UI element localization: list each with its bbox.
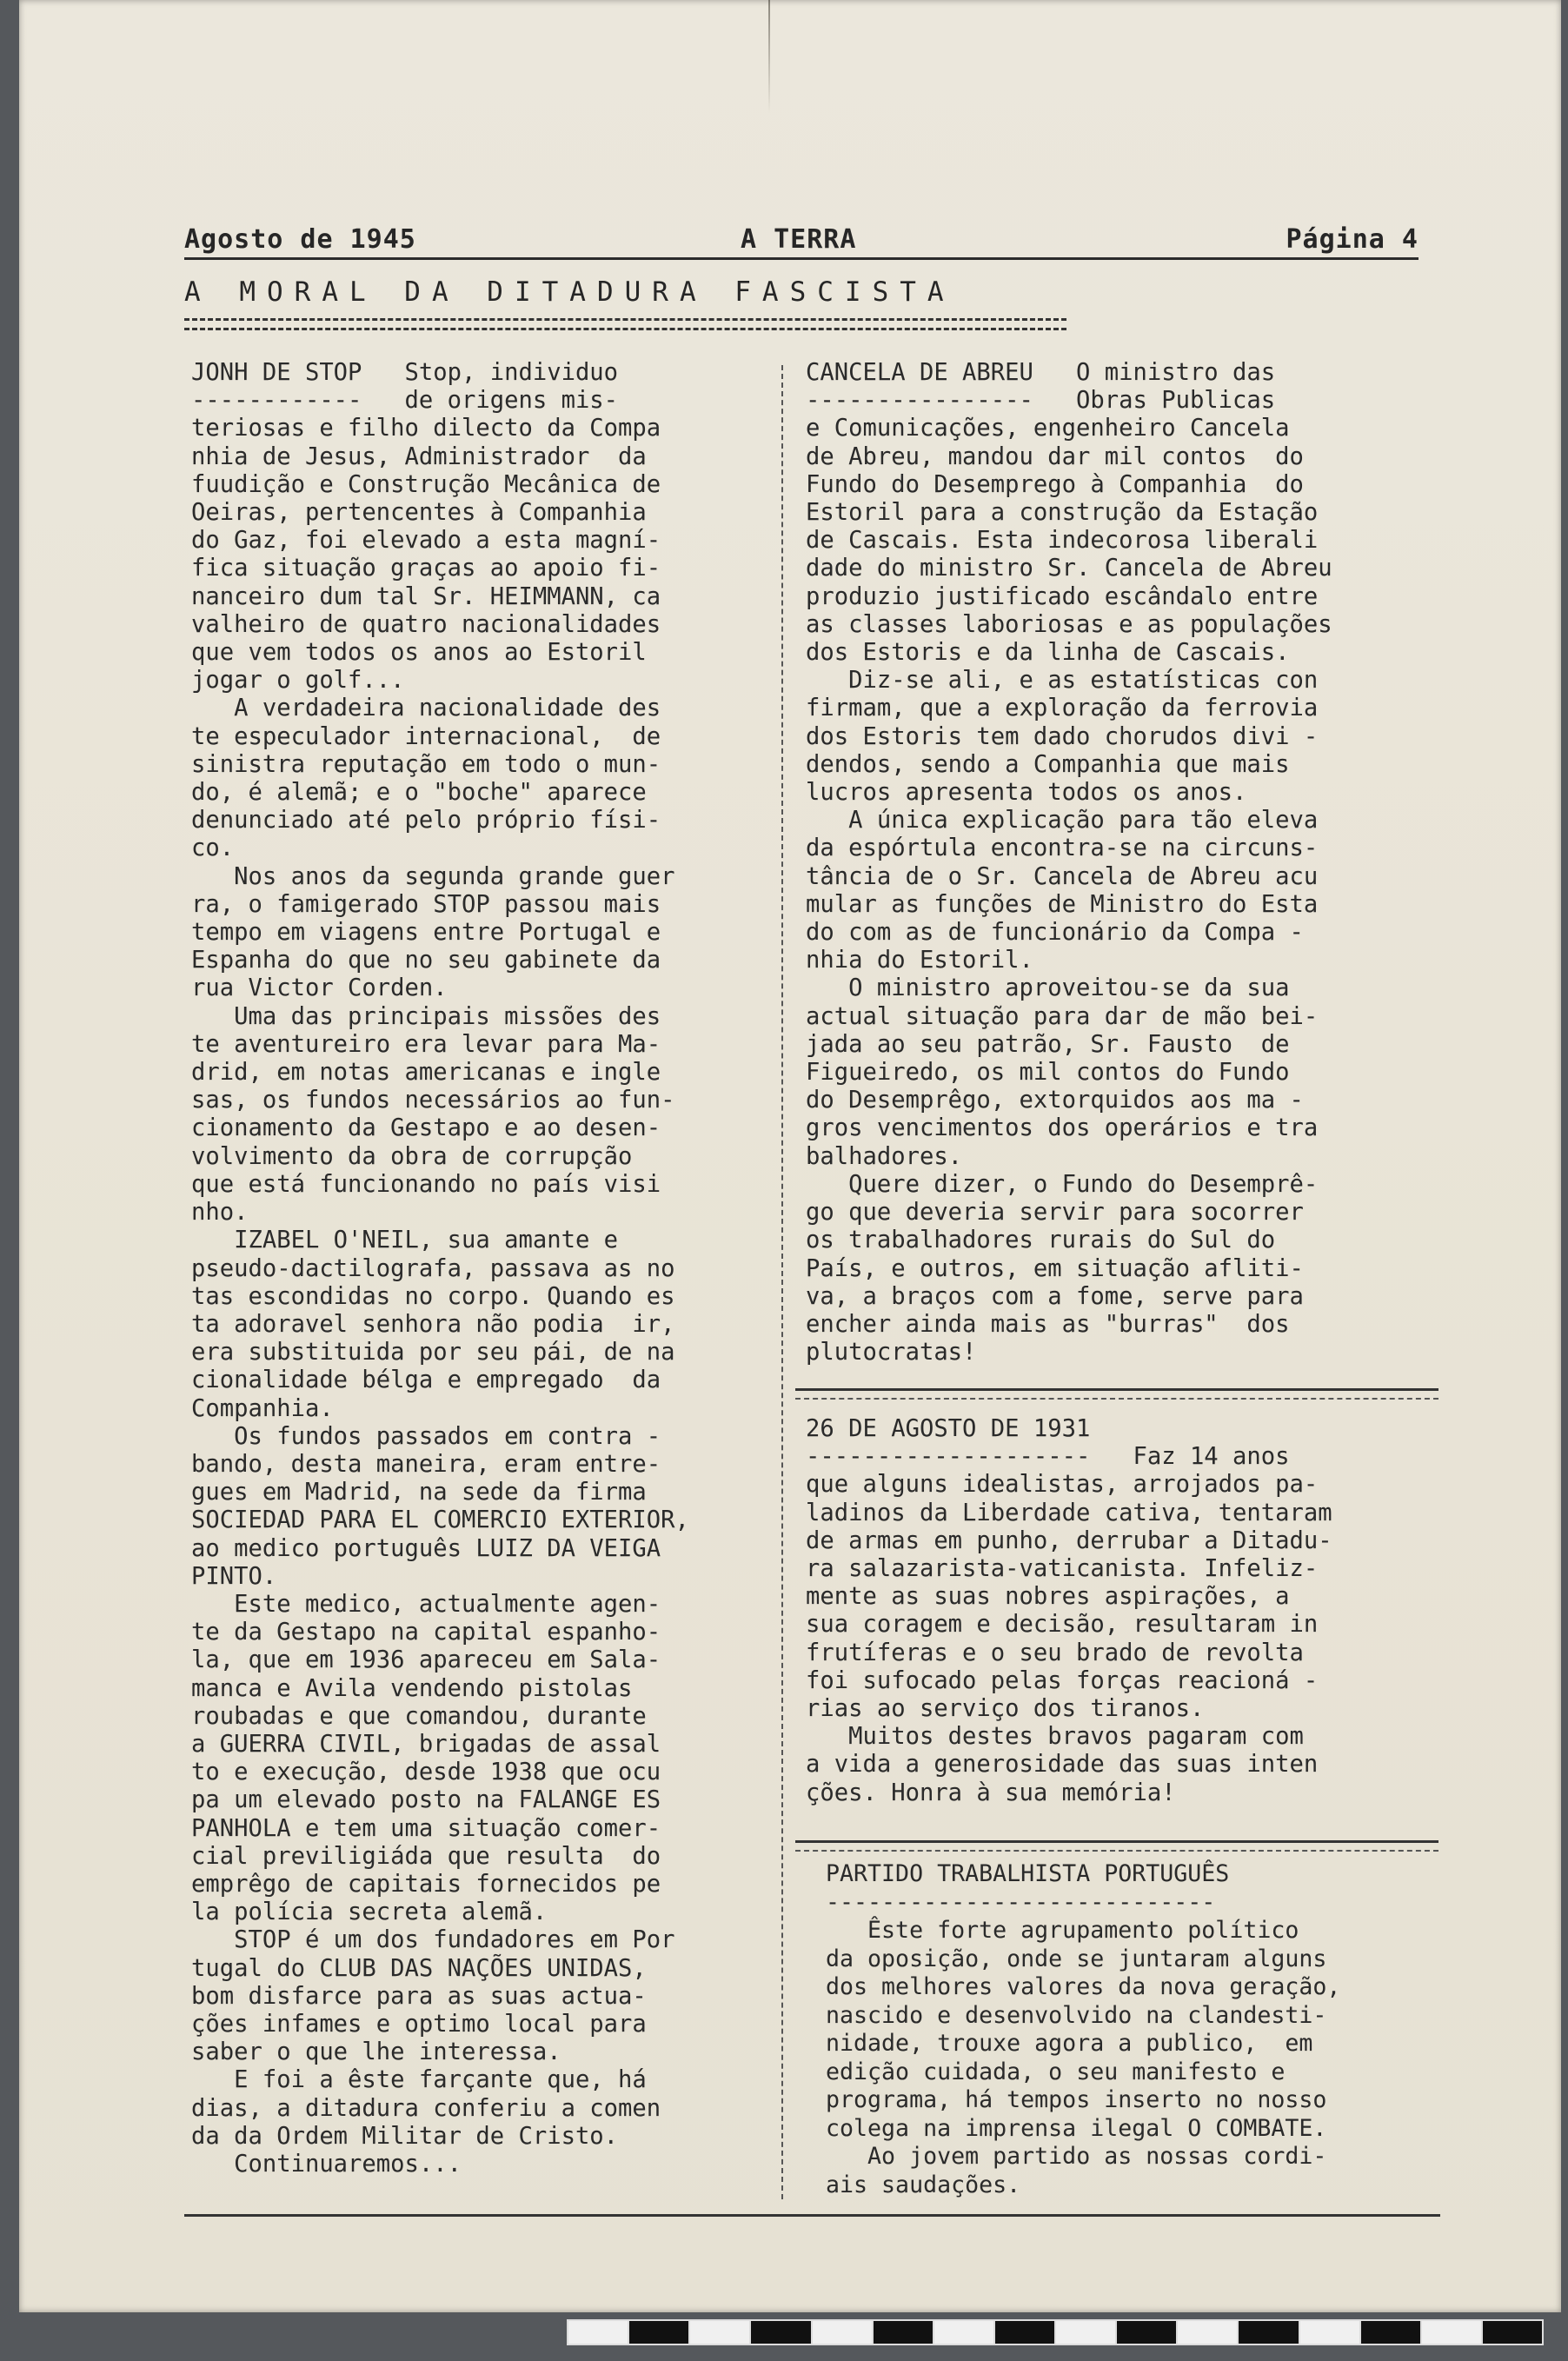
newspaper-name: A TERRA [741, 224, 857, 255]
article-jonh-de-stop: JONH DE STOP Stop, individuo ------------ de origens mis- teriosas e filho dilecto da Compa nhia de Jesus, Administrador da fuudição e Construção Mecânica de Oeiras, pertencentes à Companhia do Gaz, foi elevado a esta magní- fica situação graças ao apoio fi- nanceiro dum tal Sr. HEIMMANN, ca valheiro de quatro nacionalidades que vem todos os anos ao Estoril jogar o golf... A verdadeira nacionalidade des te especulador internacional, de sinistra reputação em todo o mun- do, é alemã; e o "boche" aparece denunciado até pelo próprio físi- co. Nos anos da segunda grande guer ra, o famigerado STOP passou mais tempo em viagens entre Portugal e Espanha do que no seu gabinete da rua Victor Corden. Uma das principais missões des te aventureiro era levar para Ma- drid, em notas americanas e ingle sas, os fundos necessários ao fun- cionamento da Gestapo e ao desen- volvimento da obra de corrupção que está funcionando no país visi nho. IZABEL O'NEIL, sua amante e pseudo-dactilografa, passava as no tas escondidas no corpo. Quando es ta adoravel senhora não podia ir, era substituida por seu pái, de na cionalidade bélga e empregado da Companhia. Os fundos passados em contra - bando, desta maneira, eram entre- gues em Madrid, na sede da firma SOCIEDAD PARA EL COMERCIO EXTERIOR, ao medico português LUIZ DA VEIGA PINTO. Este medico, actualmente agen- te da Gestapo na capital espanho- la, que em 1936 apareceu em Sala- manca e Avila vendendo pistolas roubadas e que comandou, durante a GUERRA CIVIL, brigadas de assal to e execução, desde 1938 que ocu pa um elevado posto na FALANGE ES PANHOLA e tem uma situação comer- cial previligiáda que resulta do emprêgo de capitais fornecidos pe la polícia secreta alemã. STOP é um dos fundadores em Por tugal do CLUB DAS NAÇÕES UNIDAS, bom disfarce para as suas actua- ções infames e optimo local para saber o que lhe interessa. E foi a êste farçante que, há dias, a ditadura conferiu a comen da da Ordem Militar de Cristo. Continuaremos... [191, 359, 689, 2178]
paper-fold [768, 0, 770, 113]
title-underline [184, 318, 1066, 330]
page-number: Página 4 [1286, 224, 1419, 255]
page-header [184, 224, 1419, 263]
header-rule [184, 257, 1419, 260]
bottom-rule [184, 2214, 1440, 2217]
article-26-de-agosto: 26 DE AGOSTO DE 1931 -------------------- Faz 14 anos que alguns idealistas, arrojados pa- ladinos da Liberdade cativa, tentaram de armas em punho, derrubar a Ditadu- ra salazarista-vaticanista. Infeliz- mente as suas nobres aspirações, a sua coragem e decisão, resultaram in frutíferas e o seu brado de revolta foi sufocado pelas forças reacioná - rias ao serviço dos tiranos. Muitos destes bravos pagaram com a vida a generosidade das suas inten ções. Honra à sua memória! [806, 1415, 1332, 1806]
newspaper-page [19, 0, 1561, 2312]
section-divider [795, 1840, 1438, 1852]
article-partido-trabalhista: PARTIDO TRABALHISTA PORTUGUÊS ---------------------------- Êste forte agrupamento político da oposição, onde se juntaram alguns dos melhores valores da nova geração, nascido e desenvolvido na clandesti- nidade, trouxe agora a publico, em edição cuidada, o seu manifesto e programa, há tempos inserto no nosso colega na imprensa ilegal O COMBATE. Ao jovem partido as nossas cordi- ais saudações. [826, 1860, 1341, 2198]
column-divider [781, 365, 783, 2199]
section-divider [795, 1388, 1438, 1400]
page-title: A MORAL DA DITADURA FASCISTA [184, 276, 955, 308]
article-cancela-de-abreu: CANCELA DE ABREU O ministro das ---------------- Obras Publicas e Comunicações, engenheiro Cancela de Abreu, mandou dar mil contos do Fundo do Desemprego à Companhia do Estoril para a construção da Estação de Cascais. Esta indecorosa liberali dade do ministro Sr. Cancela de Abreu produzio justificado escândalo entre as classes laboriosas e as populações dos Estoris e da linha de Cascais. Diz-se ali, e as estatísticas con firmam, que a exploração da ferrovia dos Estoris tem dado chorudos divi - dendos, sendo a Companhia que mais lucros apresenta todos os anos. A única explicação para tão eleva da espórtula encontra-se na circuns- tância de o Sr. Cancela de Abreu acu mular as funções de Ministro do Esta do com as de funcionário da Compa - nhia do Estoril. O ministro aproveitou-se da sua actual situação para dar de mão bei- jada ao seu patrão, Sr. Fausto de Figueiredo, os mil contos do Fundo do Desemprêgo, extorquidos aos ma - gros vencimentos dos operários e tra balhadores. Quere dizer, o Fundo do Desemprê- go que deveria servir para socorrer os trabalhadores rurais do Sul do País, e outros, em situação afliti- va, a braços com a fome, serve para encher ainda mais as "burras" dos plutocratas! [806, 359, 1332, 1367]
issue-date: Agosto de 1945 [184, 224, 416, 255]
scale-bar [567, 2319, 1544, 2345]
